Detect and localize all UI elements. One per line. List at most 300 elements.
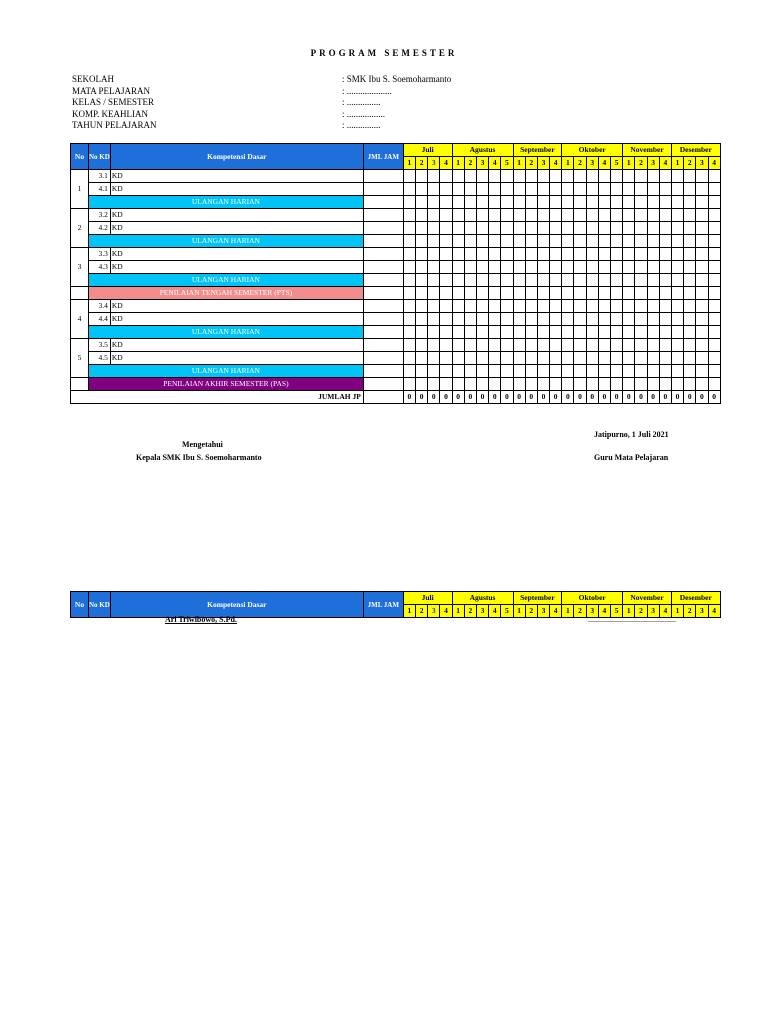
- week-entry-cell[interactable]: [489, 274, 501, 287]
- week-entry-cell[interactable]: [416, 313, 428, 326]
- week-entry-cell[interactable]: [611, 261, 623, 274]
- week-entry-cell[interactable]: [550, 365, 562, 378]
- week-entry-cell[interactable]: [623, 196, 635, 209]
- week-entry-cell[interactable]: [647, 170, 659, 183]
- week-entry-cell[interactable]: [562, 261, 574, 274]
- week-entry-cell[interactable]: [586, 287, 598, 300]
- week-entry-cell[interactable]: [501, 222, 513, 235]
- week-entry-cell[interactable]: [403, 235, 415, 248]
- week-entry-cell[interactable]: [574, 261, 586, 274]
- kd-text[interactable]: KD: [110, 209, 363, 222]
- week-entry-cell[interactable]: [708, 300, 720, 313]
- week-entry-cell[interactable]: [598, 170, 610, 183]
- week-entry-cell[interactable]: [611, 222, 623, 235]
- week-entry-cell[interactable]: [513, 235, 525, 248]
- week-entry-cell[interactable]: [671, 352, 683, 365]
- week-entry-cell[interactable]: [416, 235, 428, 248]
- week-entry-cell[interactable]: [440, 300, 452, 313]
- week-entry-cell[interactable]: [452, 170, 464, 183]
- week-entry-cell[interactable]: [550, 300, 562, 313]
- week-entry-cell[interactable]: [464, 274, 476, 287]
- week-entry-cell[interactable]: [574, 339, 586, 352]
- week-entry-cell[interactable]: [537, 222, 549, 235]
- week-entry-cell[interactable]: [647, 326, 659, 339]
- week-entry-cell[interactable]: [562, 300, 574, 313]
- week-entry-cell[interactable]: [708, 222, 720, 235]
- week-entry-cell[interactable]: [708, 365, 720, 378]
- week-entry-cell[interactable]: [550, 274, 562, 287]
- week-entry-cell[interactable]: [647, 365, 659, 378]
- week-entry-cell[interactable]: [696, 274, 708, 287]
- week-entry-cell[interactable]: [562, 326, 574, 339]
- week-entry-cell[interactable]: [696, 339, 708, 352]
- week-entry-cell[interactable]: [598, 235, 610, 248]
- week-entry-cell[interactable]: [428, 235, 440, 248]
- week-entry-cell[interactable]: [586, 326, 598, 339]
- week-entry-cell[interactable]: [586, 248, 598, 261]
- week-entry-cell[interactable]: [501, 326, 513, 339]
- week-entry-cell[interactable]: [635, 352, 647, 365]
- week-entry-cell[interactable]: [464, 365, 476, 378]
- week-entry-cell[interactable]: [452, 378, 464, 391]
- week-entry-cell[interactable]: [525, 274, 537, 287]
- week-entry-cell[interactable]: [598, 196, 610, 209]
- week-entry-cell[interactable]: [452, 248, 464, 261]
- week-entry-cell[interactable]: [574, 287, 586, 300]
- week-entry-cell[interactable]: [550, 235, 562, 248]
- week-entry-cell[interactable]: [647, 287, 659, 300]
- week-entry-cell[interactable]: [452, 222, 464, 235]
- kd-text[interactable]: KD: [110, 222, 363, 235]
- week-entry-cell[interactable]: [476, 339, 488, 352]
- week-entry-cell[interactable]: [659, 183, 671, 196]
- week-entry-cell[interactable]: [464, 300, 476, 313]
- week-entry-cell[interactable]: [671, 326, 683, 339]
- week-entry-cell[interactable]: [489, 352, 501, 365]
- week-entry-cell[interactable]: [611, 326, 623, 339]
- week-entry-cell[interactable]: [574, 196, 586, 209]
- week-entry-cell[interactable]: [696, 378, 708, 391]
- jml-jam-cell[interactable]: [363, 248, 403, 261]
- week-entry-cell[interactable]: [440, 209, 452, 222]
- week-entry-cell[interactable]: [476, 300, 488, 313]
- week-entry-cell[interactable]: [696, 235, 708, 248]
- jml-jam-cell[interactable]: [363, 261, 403, 274]
- week-entry-cell[interactable]: [611, 300, 623, 313]
- week-entry-cell[interactable]: [416, 209, 428, 222]
- week-entry-cell[interactable]: [513, 300, 525, 313]
- week-entry-cell[interactable]: [403, 339, 415, 352]
- week-entry-cell[interactable]: [684, 222, 696, 235]
- week-entry-cell[interactable]: [501, 170, 513, 183]
- week-entry-cell[interactable]: [574, 352, 586, 365]
- jml-jam-cell[interactable]: [363, 326, 403, 339]
- week-entry-cell[interactable]: [623, 235, 635, 248]
- week-entry-cell[interactable]: [708, 235, 720, 248]
- week-entry-cell[interactable]: [611, 209, 623, 222]
- week-entry-cell[interactable]: [684, 274, 696, 287]
- week-entry-cell[interactable]: [489, 170, 501, 183]
- week-entry-cell[interactable]: [403, 352, 415, 365]
- week-entry-cell[interactable]: [586, 300, 598, 313]
- week-entry-cell[interactable]: [684, 287, 696, 300]
- week-entry-cell[interactable]: [489, 235, 501, 248]
- week-entry-cell[interactable]: [489, 326, 501, 339]
- week-entry-cell[interactable]: [598, 378, 610, 391]
- week-entry-cell[interactable]: [574, 313, 586, 326]
- week-entry-cell[interactable]: [671, 196, 683, 209]
- week-entry-cell[interactable]: [537, 313, 549, 326]
- week-entry-cell[interactable]: [562, 222, 574, 235]
- week-entry-cell[interactable]: [647, 300, 659, 313]
- week-entry-cell[interactable]: [696, 300, 708, 313]
- week-entry-cell[interactable]: [464, 209, 476, 222]
- week-entry-cell[interactable]: [440, 261, 452, 274]
- week-entry-cell[interactable]: [659, 365, 671, 378]
- week-entry-cell[interactable]: [623, 209, 635, 222]
- week-entry-cell[interactable]: [440, 365, 452, 378]
- week-entry-cell[interactable]: [708, 209, 720, 222]
- week-entry-cell[interactable]: [464, 222, 476, 235]
- week-entry-cell[interactable]: [611, 248, 623, 261]
- week-entry-cell[interactable]: [428, 326, 440, 339]
- week-entry-cell[interactable]: [476, 326, 488, 339]
- kd-text[interactable]: KD: [110, 300, 363, 313]
- jml-jam-cell[interactable]: [363, 352, 403, 365]
- week-entry-cell[interactable]: [635, 196, 647, 209]
- week-entry-cell[interactable]: [684, 235, 696, 248]
- week-entry-cell[interactable]: [598, 365, 610, 378]
- week-entry-cell[interactable]: [464, 196, 476, 209]
- week-entry-cell[interactable]: [684, 313, 696, 326]
- week-entry-cell[interactable]: [696, 313, 708, 326]
- week-entry-cell[interactable]: [659, 248, 671, 261]
- week-entry-cell[interactable]: [464, 313, 476, 326]
- week-entry-cell[interactable]: [647, 378, 659, 391]
- week-entry-cell[interactable]: [562, 352, 574, 365]
- week-entry-cell[interactable]: [562, 378, 574, 391]
- week-entry-cell[interactable]: [440, 170, 452, 183]
- week-entry-cell[interactable]: [598, 222, 610, 235]
- week-entry-cell[interactable]: [635, 339, 647, 352]
- week-entry-cell[interactable]: [598, 300, 610, 313]
- week-entry-cell[interactable]: [476, 352, 488, 365]
- week-entry-cell[interactable]: [550, 352, 562, 365]
- week-entry-cell[interactable]: [708, 326, 720, 339]
- week-entry-cell[interactable]: [708, 274, 720, 287]
- week-entry-cell[interactable]: [476, 209, 488, 222]
- week-entry-cell[interactable]: [416, 222, 428, 235]
- kd-text[interactable]: KD: [110, 183, 363, 196]
- week-entry-cell[interactable]: [501, 274, 513, 287]
- week-entry-cell[interactable]: [671, 261, 683, 274]
- jml-jam-cell[interactable]: [363, 209, 403, 222]
- week-entry-cell[interactable]: [525, 183, 537, 196]
- week-entry-cell[interactable]: [635, 313, 647, 326]
- week-entry-cell[interactable]: [574, 378, 586, 391]
- week-entry-cell[interactable]: [525, 326, 537, 339]
- week-entry-cell[interactable]: [464, 287, 476, 300]
- week-entry-cell[interactable]: [501, 261, 513, 274]
- week-entry-cell[interactable]: [537, 300, 549, 313]
- week-entry-cell[interactable]: [550, 326, 562, 339]
- week-entry-cell[interactable]: [513, 183, 525, 196]
- week-entry-cell[interactable]: [440, 313, 452, 326]
- week-entry-cell[interactable]: [611, 313, 623, 326]
- week-entry-cell[interactable]: [501, 196, 513, 209]
- week-entry-cell[interactable]: [513, 287, 525, 300]
- week-entry-cell[interactable]: [440, 248, 452, 261]
- week-entry-cell[interactable]: [464, 326, 476, 339]
- week-entry-cell[interactable]: [562, 170, 574, 183]
- week-entry-cell[interactable]: [428, 222, 440, 235]
- week-entry-cell[interactable]: [623, 170, 635, 183]
- week-entry-cell[interactable]: [586, 313, 598, 326]
- week-entry-cell[interactable]: [416, 378, 428, 391]
- week-entry-cell[interactable]: [696, 287, 708, 300]
- week-entry-cell[interactable]: [550, 287, 562, 300]
- week-entry-cell[interactable]: [513, 248, 525, 261]
- week-entry-cell[interactable]: [464, 339, 476, 352]
- week-entry-cell[interactable]: [659, 300, 671, 313]
- week-entry-cell[interactable]: [416, 287, 428, 300]
- jml-jam-cell[interactable]: [363, 170, 403, 183]
- week-entry-cell[interactable]: [659, 170, 671, 183]
- week-entry-cell[interactable]: [659, 261, 671, 274]
- week-entry-cell[interactable]: [489, 196, 501, 209]
- week-entry-cell[interactable]: [611, 352, 623, 365]
- jml-jam-cell[interactable]: [363, 235, 403, 248]
- week-entry-cell[interactable]: [416, 248, 428, 261]
- week-entry-cell[interactable]: [550, 196, 562, 209]
- week-entry-cell[interactable]: [586, 222, 598, 235]
- week-entry-cell[interactable]: [476, 365, 488, 378]
- week-entry-cell[interactable]: [537, 352, 549, 365]
- week-entry-cell[interactable]: [659, 222, 671, 235]
- week-entry-cell[interactable]: [684, 378, 696, 391]
- kd-text[interactable]: KD: [110, 170, 363, 183]
- week-entry-cell[interactable]: [428, 261, 440, 274]
- week-entry-cell[interactable]: [708, 378, 720, 391]
- week-entry-cell[interactable]: [525, 235, 537, 248]
- week-entry-cell[interactable]: [403, 222, 415, 235]
- week-entry-cell[interactable]: [635, 378, 647, 391]
- week-entry-cell[interactable]: [525, 170, 537, 183]
- jml-jam-cell[interactable]: [363, 378, 403, 391]
- week-entry-cell[interactable]: [659, 313, 671, 326]
- week-entry-cell[interactable]: [635, 261, 647, 274]
- week-entry-cell[interactable]: [452, 235, 464, 248]
- week-entry-cell[interactable]: [452, 261, 464, 274]
- week-entry-cell[interactable]: [586, 235, 598, 248]
- week-entry-cell[interactable]: [611, 378, 623, 391]
- week-entry-cell[interactable]: [476, 196, 488, 209]
- week-entry-cell[interactable]: [501, 365, 513, 378]
- week-entry-cell[interactable]: [464, 235, 476, 248]
- week-entry-cell[interactable]: [513, 313, 525, 326]
- week-entry-cell[interactable]: [489, 300, 501, 313]
- week-entry-cell[interactable]: [586, 170, 598, 183]
- jml-jam-cell[interactable]: [363, 196, 403, 209]
- week-entry-cell[interactable]: [513, 209, 525, 222]
- week-entry-cell[interactable]: [537, 235, 549, 248]
- week-entry-cell[interactable]: [623, 378, 635, 391]
- week-entry-cell[interactable]: [598, 339, 610, 352]
- week-entry-cell[interactable]: [452, 339, 464, 352]
- week-entry-cell[interactable]: [574, 300, 586, 313]
- week-entry-cell[interactable]: [403, 209, 415, 222]
- week-entry-cell[interactable]: [623, 339, 635, 352]
- week-entry-cell[interactable]: [562, 365, 574, 378]
- week-entry-cell[interactable]: [489, 261, 501, 274]
- week-entry-cell[interactable]: [403, 313, 415, 326]
- week-entry-cell[interactable]: [562, 248, 574, 261]
- week-entry-cell[interactable]: [574, 183, 586, 196]
- week-entry-cell[interactable]: [428, 352, 440, 365]
- week-entry-cell[interactable]: [708, 248, 720, 261]
- week-entry-cell[interactable]: [440, 287, 452, 300]
- week-entry-cell[interactable]: [659, 378, 671, 391]
- week-entry-cell[interactable]: [671, 365, 683, 378]
- week-entry-cell[interactable]: [513, 274, 525, 287]
- week-entry-cell[interactable]: [696, 222, 708, 235]
- week-entry-cell[interactable]: [574, 209, 586, 222]
- week-entry-cell[interactable]: [696, 326, 708, 339]
- week-entry-cell[interactable]: [586, 365, 598, 378]
- week-entry-cell[interactable]: [586, 196, 598, 209]
- week-entry-cell[interactable]: [598, 248, 610, 261]
- week-entry-cell[interactable]: [574, 326, 586, 339]
- week-entry-cell[interactable]: [416, 300, 428, 313]
- week-entry-cell[interactable]: [513, 365, 525, 378]
- week-entry-cell[interactable]: [623, 274, 635, 287]
- week-entry-cell[interactable]: [513, 222, 525, 235]
- week-entry-cell[interactable]: [403, 274, 415, 287]
- week-entry-cell[interactable]: [440, 378, 452, 391]
- week-entry-cell[interactable]: [574, 248, 586, 261]
- week-entry-cell[interactable]: [550, 209, 562, 222]
- week-entry-cell[interactable]: [708, 287, 720, 300]
- week-entry-cell[interactable]: [671, 248, 683, 261]
- week-entry-cell[interactable]: [428, 274, 440, 287]
- week-entry-cell[interactable]: [562, 287, 574, 300]
- week-entry-cell[interactable]: [696, 196, 708, 209]
- week-entry-cell[interactable]: [416, 170, 428, 183]
- week-entry-cell[interactable]: [684, 339, 696, 352]
- week-entry-cell[interactable]: [550, 248, 562, 261]
- week-entry-cell[interactable]: [696, 352, 708, 365]
- week-entry-cell[interactable]: [611, 339, 623, 352]
- week-entry-cell[interactable]: [428, 300, 440, 313]
- week-entry-cell[interactable]: [647, 183, 659, 196]
- week-entry-cell[interactable]: [611, 274, 623, 287]
- week-entry-cell[interactable]: [428, 339, 440, 352]
- week-entry-cell[interactable]: [684, 170, 696, 183]
- week-entry-cell[interactable]: [440, 352, 452, 365]
- week-entry-cell[interactable]: [452, 274, 464, 287]
- week-entry-cell[interactable]: [416, 365, 428, 378]
- week-entry-cell[interactable]: [586, 209, 598, 222]
- week-entry-cell[interactable]: [659, 287, 671, 300]
- week-entry-cell[interactable]: [537, 196, 549, 209]
- week-entry-cell[interactable]: [623, 248, 635, 261]
- week-entry-cell[interactable]: [428, 365, 440, 378]
- week-entry-cell[interactable]: [428, 313, 440, 326]
- week-entry-cell[interactable]: [537, 378, 549, 391]
- week-entry-cell[interactable]: [452, 287, 464, 300]
- week-entry-cell[interactable]: [428, 183, 440, 196]
- week-entry-cell[interactable]: [428, 170, 440, 183]
- week-entry-cell[interactable]: [562, 313, 574, 326]
- week-entry-cell[interactable]: [647, 313, 659, 326]
- week-entry-cell[interactable]: [550, 170, 562, 183]
- week-entry-cell[interactable]: [598, 313, 610, 326]
- week-entry-cell[interactable]: [696, 170, 708, 183]
- week-entry-cell[interactable]: [501, 300, 513, 313]
- week-entry-cell[interactable]: [416, 326, 428, 339]
- week-entry-cell[interactable]: [513, 339, 525, 352]
- week-entry-cell[interactable]: [501, 378, 513, 391]
- week-entry-cell[interactable]: [659, 352, 671, 365]
- week-entry-cell[interactable]: [440, 326, 452, 339]
- week-entry-cell[interactable]: [586, 339, 598, 352]
- week-entry-cell[interactable]: [550, 261, 562, 274]
- week-entry-cell[interactable]: [598, 183, 610, 196]
- week-entry-cell[interactable]: [671, 313, 683, 326]
- week-entry-cell[interactable]: [464, 248, 476, 261]
- week-entry-cell[interactable]: [623, 300, 635, 313]
- week-entry-cell[interactable]: [537, 365, 549, 378]
- week-entry-cell[interactable]: [598, 287, 610, 300]
- week-entry-cell[interactable]: [598, 274, 610, 287]
- week-entry-cell[interactable]: [659, 196, 671, 209]
- week-entry-cell[interactable]: [550, 339, 562, 352]
- week-entry-cell[interactable]: [647, 261, 659, 274]
- week-entry-cell[interactable]: [635, 248, 647, 261]
- week-entry-cell[interactable]: [476, 222, 488, 235]
- week-entry-cell[interactable]: [550, 222, 562, 235]
- week-entry-cell[interactable]: [403, 196, 415, 209]
- week-entry-cell[interactable]: [574, 170, 586, 183]
- week-entry-cell[interactable]: [708, 170, 720, 183]
- jml-jam-cell[interactable]: [363, 287, 403, 300]
- week-entry-cell[interactable]: [696, 248, 708, 261]
- week-entry-cell[interactable]: [623, 222, 635, 235]
- week-entry-cell[interactable]: [537, 326, 549, 339]
- kd-text[interactable]: KD: [110, 248, 363, 261]
- week-entry-cell[interactable]: [574, 222, 586, 235]
- week-entry-cell[interactable]: [684, 209, 696, 222]
- week-entry-cell[interactable]: [708, 339, 720, 352]
- week-entry-cell[interactable]: [525, 313, 537, 326]
- week-entry-cell[interactable]: [428, 378, 440, 391]
- week-entry-cell[interactable]: [708, 313, 720, 326]
- week-entry-cell[interactable]: [501, 339, 513, 352]
- week-entry-cell[interactable]: [489, 248, 501, 261]
- week-entry-cell[interactable]: [489, 365, 501, 378]
- week-entry-cell[interactable]: [403, 300, 415, 313]
- week-entry-cell[interactable]: [623, 287, 635, 300]
- week-entry-cell[interactable]: [537, 170, 549, 183]
- week-entry-cell[interactable]: [440, 235, 452, 248]
- week-entry-cell[interactable]: [501, 248, 513, 261]
- week-entry-cell[interactable]: [623, 183, 635, 196]
- jml-jam-cell[interactable]: [363, 339, 403, 352]
- week-entry-cell[interactable]: [428, 196, 440, 209]
- week-entry-cell[interactable]: [598, 209, 610, 222]
- week-entry-cell[interactable]: [635, 274, 647, 287]
- week-entry-cell[interactable]: [671, 235, 683, 248]
